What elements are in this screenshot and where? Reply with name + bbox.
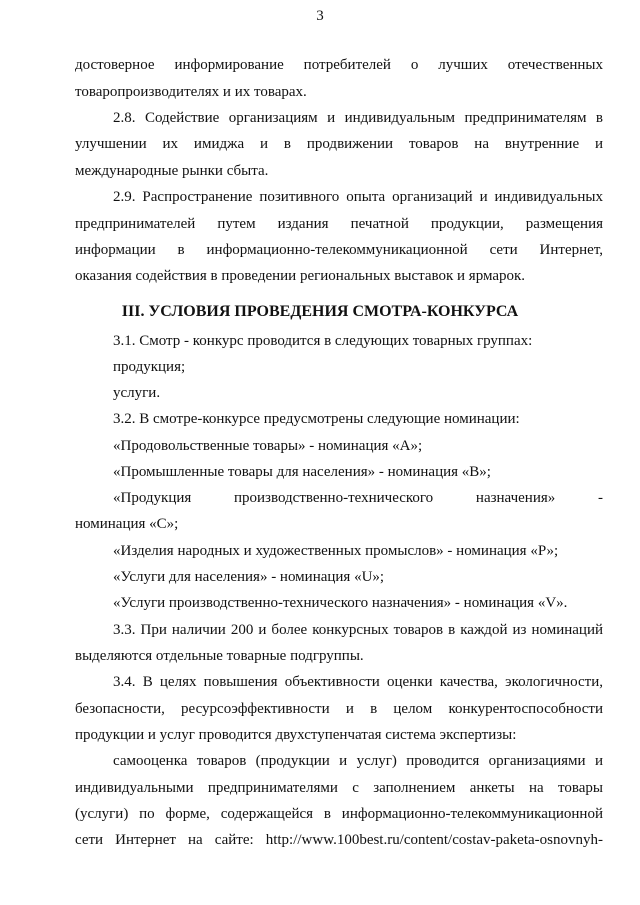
paragraph-line: индивидуальными предпринимателями с заполнением анкеты на товары bbox=[75, 780, 603, 796]
paragraph-line: 3.3. При наличии 200 и более конкурсных товаров в каждой из номинаций bbox=[113, 622, 603, 638]
paragraph-line: самооценка товаров (продукции и услуг) проводится организациями и bbox=[113, 753, 603, 769]
paragraph-line: 2.8. Содействие организациям и индивидуальным предпринимателям в bbox=[113, 110, 603, 126]
paragraph-line: «Продовольственные товары» - номинация «А»; bbox=[113, 438, 423, 454]
paragraph-line: предпринимателей путем издания печатной продукции, размещения bbox=[75, 216, 603, 232]
paragraph-line: информации в информационно-телекоммуникационной сети Интернет, bbox=[75, 242, 603, 258]
paragraph-line: «Услуги для населения» - номинация «U»; bbox=[113, 569, 385, 585]
paragraph-line: 3.1. Смотр - конкурс проводится в следующих товарных группах: bbox=[113, 333, 533, 349]
paragraph-line: товаропроизводителях и их товарах. bbox=[75, 84, 307, 100]
section-heading: III. УСЛОВИЯ ПРОВЕДЕНИЯ СМОТРА-КОНКУРСА bbox=[121, 303, 519, 320]
paragraph-line: «Промышленные товары для населения» - номинация «В»; bbox=[113, 464, 491, 480]
paragraph-line: продукция; bbox=[113, 359, 186, 375]
paragraph-line: достоверное информирование потребителей о лучших отечественных bbox=[75, 57, 603, 73]
paragraph-line: выделяются отдельные товарные подгруппы. bbox=[75, 648, 364, 664]
page-number: 3 bbox=[316, 8, 324, 24]
paragraph-line: номинация «С»; bbox=[75, 516, 179, 532]
paragraph-line: (услуги) по форме, содержащейся в информационно-телекоммуникационной bbox=[75, 806, 603, 822]
paragraph-line: «Изделия народных и художественных промыслов» - номинация «Р»; bbox=[113, 543, 559, 559]
paragraph-line: продукции и услуг проводится двухступенчатая система экспертизы: bbox=[75, 727, 517, 743]
paragraph-line: «Услуги производственно-технического назначения» - номинация «V». bbox=[113, 595, 568, 611]
paragraph-line: международные рынки сбыта. bbox=[75, 163, 269, 179]
paragraph-line: 2.9. Распространение позитивного опыта организаций и индивидуальных bbox=[113, 189, 603, 205]
paragraph-line: безопасности, ресурсоэффективности и в целом конкурентоспособности bbox=[75, 701, 603, 717]
paragraph-line: 3.2. В смотре-конкурсе предусмотрены следующие номинации: bbox=[113, 411, 520, 427]
paragraph-line: «Продукция производственно-технического назначения» - bbox=[113, 490, 603, 506]
paragraph-line: сети Интернет на сайте: http://www.100best.ru/content/costav-paketa-osnovnyh- bbox=[75, 832, 603, 848]
paragraph-line: услуги. bbox=[113, 385, 161, 401]
paragraph-line: 3.4. В целях повышения объективности оценки качества, экологичности, bbox=[113, 674, 603, 690]
paragraph-line: оказания содействия в проведении региональных выставок и ярмарок. bbox=[75, 268, 526, 284]
paragraph-line: улучшении их имиджа и в продвижении товаров на внутренние и bbox=[75, 136, 603, 152]
